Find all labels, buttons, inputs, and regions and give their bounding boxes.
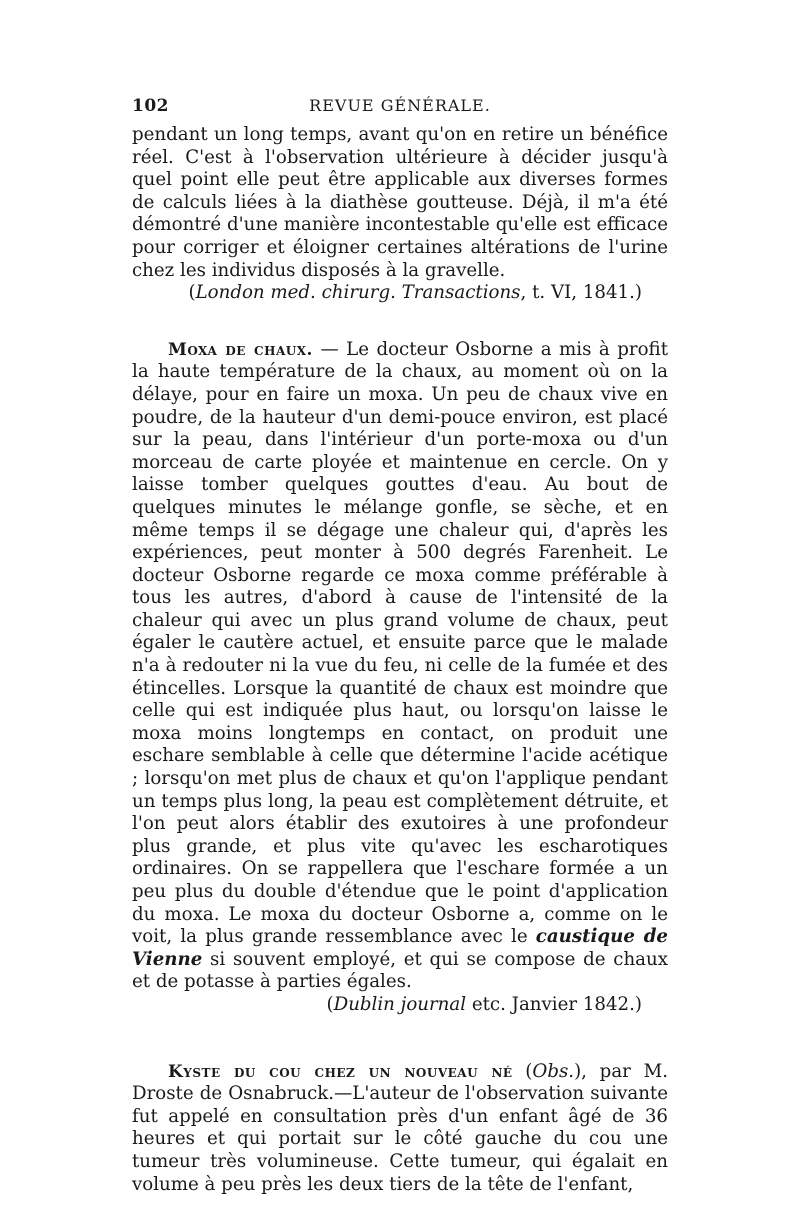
section-gap	[132, 1017, 668, 1061]
kyste-obs: Obs.	[532, 1060, 575, 1082]
running-title: REVUE GÉNÉRALE.	[309, 96, 491, 115]
citation-london-source: London med. chirurg. Transactions	[195, 282, 521, 304]
section-gap	[132, 305, 668, 339]
paragraph-gravel: pendant un long temps, avant qu'on en retire un bénéfice réel. C'est à l'observation ultérieure à décider jusqu'à quel point elle peut être applicable aux diverses formes de calculs liées à la diathèse goutteuse. Déjà, il m'a été démontré d'une manière incontestable qu'elle est efficace pour corriger et éloigner certaines altérations de l'urine chez les individus disposés à la gravelle.	[132, 124, 668, 281]
page-header	[132, 96, 668, 124]
moxa-body-start: — Le docteur Osborne a mis à profit la haute température de la chaux, au moment où on la délaye, pour en faire un moxa. Un peu de chaux vive en poudre, de la hauteur d'un demi-pouce environ, est placé sur la peau, dans l'intérieur d'un porte-moxa ou d'un morceau de carte ployée et maintenue en cercle. On y laisse tomber quelques gouttes d'eau. Au bout de quelques minutes le mélange gonfle, se sèche, et en même temps il se dégage une chaleur qui, d'après les expériences, peut monter à 500 degrés Farenheit. Le docteur Osborne regarde ce moxa comme préférable à tous les autres, d'abord à cause de l'intensité de la chaleur qui avec un plus grand volume de chaux, peut égaler le cautère actuel, et ensuite parce que le malade n'a à redouter ni la vue du feu, ni celle de la fumée et des étincelles. Lorsque la quantité de chaux est moindre que celle qui est indiquée plus haut, ou lorsqu'on laisse le moxa moins longtemps en contact, on produit une eschare semblable à celle que détermine l'acide acétique ; lorsqu'on met plus de chaux et qu'on l'applique pendant un temps plus long, la peau est complètement détruite, et l'on peut alors établir des exutoires à une profondeur plus grande, et plus vite qu'avec les escharotiques ordinaires. On se rappellera que l'eschare formée a un peu plus du double d'étendue que le point d'application du moxa. Le moxa du docteur Osborne a, comme on le voit, la plus grande ressemblance avec le	[132, 338, 668, 948]
paragraph-kyste: Kyste du cou chez un nouveau né (Obs.), par M. Droste de Osnabruck.—L'auteur de l'observation suivante fut appelé en consultation près d'un enfant âgé de 36 heures et qui portait sur le côté gauche du cou une tumeur très volumineuse. Cette tumeur, qui égalait en volume à peu près les deux tiers de la tête de l'enfant,	[132, 1060, 668, 1195]
citation-london: (London med. chirurg. Transactions, t. VI, 1841.)	[188, 282, 642, 304]
citation-dublin: (Dublin journal etc. Janvier 1842.)	[326, 993, 642, 1015]
document-page	[132, 96, 668, 1196]
citation-london-details: , t. VI, 1841.)	[520, 282, 642, 304]
paragraph-moxa	[132, 339, 668, 994]
moxa-emphasis: caustique de Vienne	[132, 926, 668, 970]
page-number: 102	[132, 96, 169, 116]
citation-dublin-source: Dublin journal	[333, 993, 467, 1015]
section-title-moxa: Moxa de chaux.	[168, 339, 313, 360]
citation-dublin-details: etc. Janvier 1842.)	[466, 993, 642, 1015]
kyste-body: ), par M. Droste de Osnabruck.—L'auteur de l'observation suivante fut appelé en consultation près d'un enfant âgé de 36 heures et qui portait sur le côté gauche du cou une tumeur très volumineuse. Cette tumeur, qui égalait en volume à peu près les deux tiers de la tête de l'enfant,	[132, 1060, 668, 1195]
section-title-kyste: Kyste du cou chez un nouveau né	[168, 1061, 513, 1082]
moxa-body-end: si souvent employé, et qui se compose de chaux et de potasse à parties égales.	[132, 948, 668, 993]
